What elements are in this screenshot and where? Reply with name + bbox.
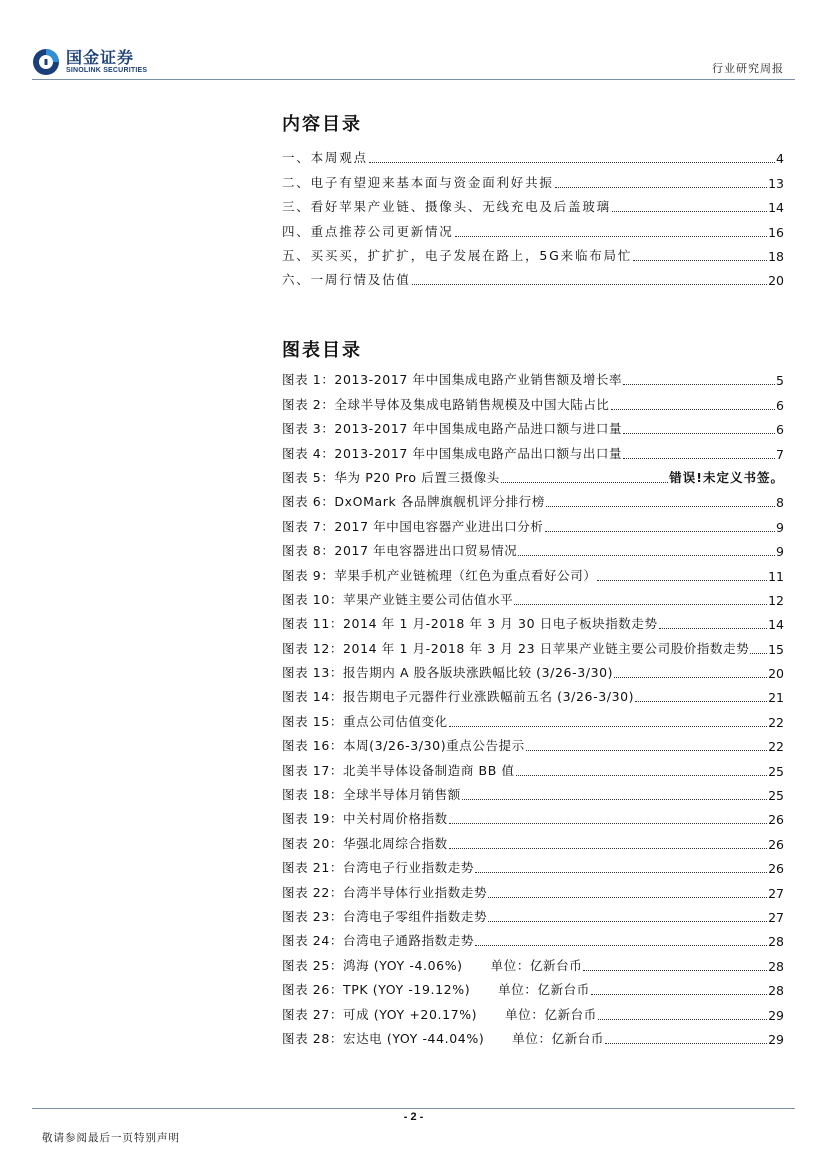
toc-entry-page: 22 [768,739,784,755]
toc-entry-page: 14 [768,617,784,633]
brand-name-cn: 国金证券 [66,48,135,67]
toc-entry-page: 25 [768,788,784,804]
toc-entry-label: 图表 18：全球半导体月销售额 [282,787,461,803]
toc-entry-label: 图表 11：2014 年 1 月-2018 年 3 月 30 日电子板块指数走势 [282,616,658,632]
toc-entry-page: 21 [768,690,784,706]
toc-entry-page: 20 [768,666,784,682]
toc-entry-label: 图表 12：2014 年 1 月-2018 年 3 月 23 日苹果产业链主要公司股价指数走势 [282,640,750,656]
toc-entry[interactable] [282,142,784,166]
toc-entry[interactable] [282,535,784,559]
toc-leader-dots [488,897,767,898]
toc-entry[interactable] [282,584,784,608]
toc-entry-label: 六、一周行情及估值 [282,272,411,288]
toc-entry-label: 图表 3：2013-2017 年中国集成电路产品进口额与进口量 [282,421,623,437]
report-type: 行业研究周报 [712,62,784,75]
toc-entry-label: 图表 5：华为 P20 Pro 后置三摄像头 [282,469,500,485]
toc-entry-page: 11 [768,568,784,584]
toc-entry-label: 图表 24：台湾电子通路指数走势 [282,933,474,949]
toc-entry[interactable] [282,998,784,1022]
toc-leader-dots [591,994,767,995]
toc-entry[interactable] [282,779,784,803]
toc-leader-dots [501,482,668,483]
toc-leader-dots [462,799,767,800]
toc-leader-dots [635,701,767,702]
brand-name-en: SINOLINK SECURITIES [66,67,148,74]
toc-entry-label: 图表 6：DxOMark 各品牌旗舰机评分排行榜 [282,494,545,510]
toc-entry-label: 三、看好苹果产业链、摄像头、无线充电及后盖玻璃 [282,199,611,215]
toc-leader-dots [449,848,767,849]
toc-entry[interactable] [282,364,784,388]
toc-entry-label: 图表 13：报告期内 A 股各版块涨跌幅比较 (3/26-3/30) [282,665,614,681]
toc-entry[interactable] [282,437,784,461]
toc-entry-label: 四、重点推荐公司更新情况 [282,223,454,239]
content-toc-list [282,142,784,288]
toc-leader-dots [449,726,767,727]
toc-entry-label: 图表 25：鸿海 (YOY -4.06%) [282,957,463,973]
toc-entry-page: 25 [768,763,784,779]
toc-entry[interactable] [282,730,784,754]
header-divider [32,79,795,80]
toc-entry-page: 29 [768,1007,784,1023]
brand-logo [32,46,147,78]
content-toc-title: 内容目录 [282,114,362,135]
toc-entry-unit: 单位：亿新台币 [505,1006,597,1022]
toc-entry-label: 图表 21：台湾电子行业指数走势 [282,860,474,876]
toc-entry-label: 图表 17：北美半导体设备制造商 BB 值 [282,762,515,778]
toc-entry-page: 9 [776,544,784,560]
toc-entry-label: 图表 8：2017 年电容器进出口贸易情况 [282,543,518,559]
toc-leader-dots [546,506,775,507]
toc-leader-dots [583,970,767,971]
figure-toc-list [282,364,784,1047]
toc-entry-unit: 单位：亿新台币 [498,982,590,998]
toc-leader-dots [614,677,767,678]
toc-leader-dots [555,187,767,188]
toc-entry[interactable] [282,388,784,412]
toc-entry-label: 图表 28：宏达电 (YOY -44.04%) [282,1030,485,1046]
toc-entry-label: 图表 20：华强北周综合指数 [282,835,448,851]
toc-entry-page: 28 [768,958,784,974]
toc-entry[interactable] [282,705,784,729]
toc-entry-page: 27 [768,885,784,901]
toc-entry[interactable] [282,215,784,239]
toc-entry-page: 5 [776,373,784,389]
toc-leader-dots [659,628,767,629]
toc-entry-page: 14 [768,200,784,216]
toc-leader-dots [518,555,775,556]
toc-entry[interactable] [282,462,784,486]
toc-entry-page: 22 [768,714,784,730]
toc-entry[interactable] [282,413,784,437]
toc-entry-label: 图表 1：2013-2017 年中国集成电路产业销售额及增长率 [282,372,623,388]
toc-entry-page: 12 [768,592,784,608]
logo-mark-icon [32,48,60,76]
footer-divider [32,1108,795,1109]
toc-leader-dots [514,604,767,605]
toc-leader-dots [612,211,767,212]
toc-entry-unit: 单位：亿新台币 [512,1030,604,1046]
disclaimer: 敬请参阅最后一页特别声明 [42,1132,180,1144]
toc-entry-label: 图表 15：重点公司估值变化 [282,713,448,729]
toc-entry[interactable] [282,510,784,534]
toc-entry-page: 8 [776,495,784,511]
toc-entry[interactable] [282,559,784,583]
toc-entry[interactable] [282,754,784,778]
toc-leader-dots [750,653,767,654]
toc-entry[interactable] [282,632,784,656]
toc-entry[interactable] [282,852,784,876]
toc-leader-dots [516,775,768,776]
toc-leader-dots [526,750,767,751]
toc-entry-label: 图表 19：中关村周价格指数 [282,811,448,827]
toc-entry-page: 28 [768,934,784,950]
toc-entry-page: 9 [776,519,784,535]
toc-entry-label: 五、买买买，扩扩扩，电子发展在路上，5G来临布局忙 [282,247,633,263]
toc-entry[interactable] [282,876,784,900]
toc-entry-unit: 单位：亿新台币 [490,957,583,973]
toc-entry-page: 13 [768,175,784,191]
toc-entry[interactable] [282,1023,784,1047]
toc-entry-label: 图表 23：台湾电子零组件指数走势 [282,908,488,924]
toc-entry[interactable] [282,264,784,288]
toc-entry-label: 图表 26：TPK (YOY -19.12%) [282,982,471,998]
toc-entry-label: 图表 2：全球半导体及集成电路销售规模及中国大陆占比 [282,396,610,412]
toc-entry-page: 26 [768,861,784,877]
toc-entry-label: 图表 10：苹果产业链主要公司估值水平 [282,591,514,607]
toc-entry[interactable] [282,925,784,949]
toc-leader-dots [449,823,767,824]
toc-entry-page: 27 [768,909,784,925]
toc-entry-page: 20 [768,273,784,289]
toc-leader-dots [369,162,775,163]
toc-leader-dots [633,260,767,261]
toc-entry-label: 二、电子有望迎来基本面与资金面利好共振 [282,174,554,190]
toc-leader-dots [605,1043,767,1044]
toc-entry-page: 29 [768,1031,784,1047]
toc-entry-label: 图表 9：苹果手机产业链梳理（红色为重点看好公司） [282,567,597,583]
toc-entry-label: 图表 7：2017 年中国电容器产业进出口分析 [282,518,544,534]
toc-entry-page: 错误!未定义书签。 [669,469,784,485]
toc-entry[interactable] [282,240,784,264]
toc-entry[interactable] [282,657,784,681]
toc-entry-page: 6 [776,422,784,438]
toc-entry-page: 4 [776,151,784,167]
toc-entry-label: 图表 16：本周(3/26-3/30)重点公告提示 [282,738,525,754]
toc-leader-dots [545,531,776,532]
toc-entry-page: 18 [768,248,784,264]
toc-entry[interactable] [282,191,784,215]
toc-entry[interactable] [282,949,784,973]
toc-entry[interactable] [282,974,784,998]
toc-leader-dots [623,433,775,434]
toc-entry-label: 图表 22：台湾半导体行业指数走势 [282,884,488,900]
toc-leader-dots [412,284,767,285]
toc-entry[interactable] [282,681,784,705]
toc-leader-dots [598,1019,767,1020]
toc-entry-page: 15 [768,641,784,657]
toc-leader-dots [488,921,767,922]
page-number: - 2 - [403,1111,424,1123]
toc-leader-dots [623,384,775,385]
toc-entry[interactable] [282,901,784,925]
toc-leader-dots [475,945,767,946]
toc-entry-page: 7 [776,446,784,462]
toc-leader-dots [597,580,767,581]
toc-leader-dots [623,458,775,459]
toc-entry-label: 一、本周观点 [282,150,368,166]
toc-leader-dots [611,409,776,410]
toc-entry[interactable] [282,166,784,190]
toc-entry-page: 26 [768,812,784,828]
toc-entry-page: 28 [768,983,784,999]
toc-entry[interactable] [282,608,784,632]
toc-entry-page: 6 [776,397,784,413]
figure-toc-title: 图表目录 [282,340,362,361]
toc-entry-label: 图表 27：可成 (YOY +20.17%) [282,1006,478,1022]
toc-entry[interactable] [282,486,784,510]
toc-entry[interactable] [282,803,784,827]
toc-entry-label: 图表 14：报告期电子元器件行业涨跌幅前五名 (3/26-3/30) [282,689,635,705]
toc-entry[interactable] [282,827,784,851]
toc-entry-label: 图表 4：2013-2017 年中国集成电路产品出口额与出口量 [282,445,623,461]
toc-entry-page: 16 [768,224,784,240]
toc-entry-page: 26 [768,836,784,852]
toc-leader-dots [475,872,767,873]
toc-leader-dots [455,236,767,237]
